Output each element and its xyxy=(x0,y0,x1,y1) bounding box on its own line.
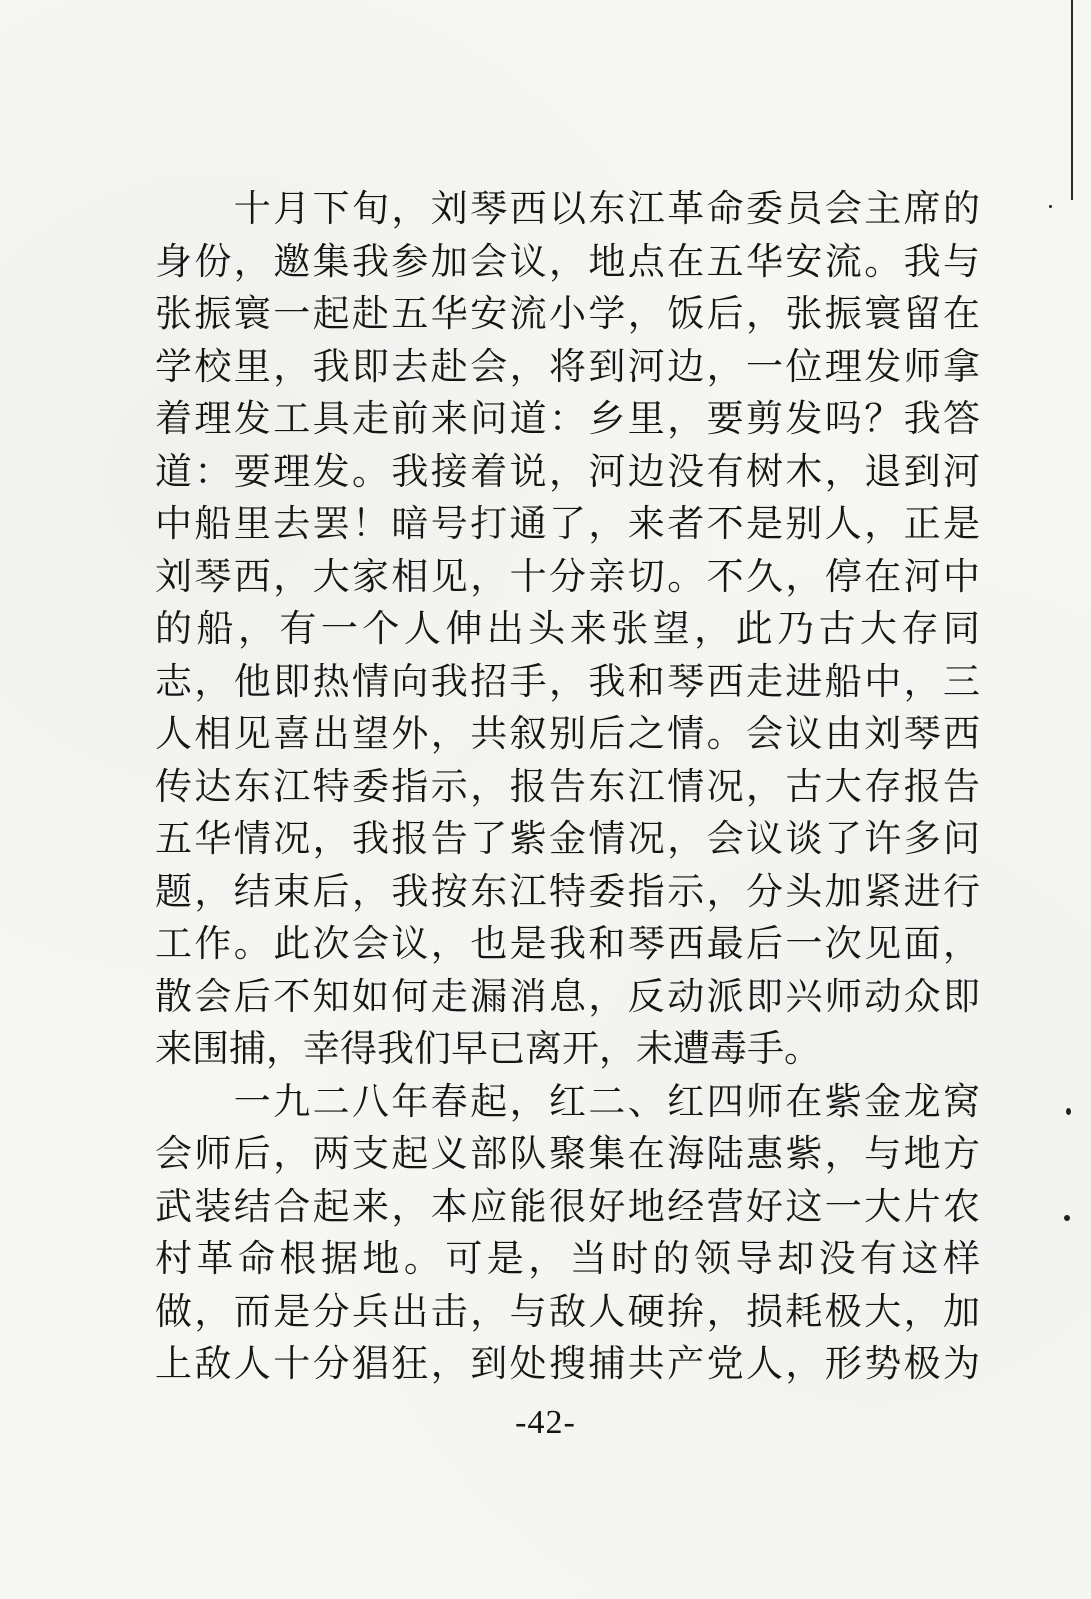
text-line: 道：要理发。我接着说，河边没有树木，退到河 xyxy=(155,449,980,493)
text-line: 刘琴西，大家相见，十分亲切。不久，停在河中 xyxy=(155,554,980,598)
text-line: 做，而是分兵出击，与敌人硬拚，损耗极大，加 xyxy=(155,1289,980,1333)
text-line: 武装结合起来，本应能很好地经营好这一大片农 xyxy=(155,1184,980,1228)
text-line: 会师后，两支起义部队聚集在海陆惠紫，与地方 xyxy=(155,1132,980,1175)
scan-speck xyxy=(1064,1215,1070,1221)
text-line: 的船，有一个人伸出头来张望，此乃古大存同 xyxy=(155,607,980,650)
text-line: 志，他即热情向我招手，我和琴西走进船中，三 xyxy=(155,659,980,703)
text-line: 村革命根据地。可是，当时的领导却没有这样 xyxy=(155,1237,980,1280)
text-line: 工作。此次会议，也是我和琴西最后一次见面， xyxy=(155,922,980,965)
text-line: 上敌人十分猖狂，到处搜捕共产党人，形势极为 xyxy=(155,1342,980,1385)
text-line: 着理发工具走前来问道：乡里，要剪发吗？我答 xyxy=(155,397,980,440)
body-text xyxy=(155,183,980,1391)
text-line: 来围捕，幸得我们早已离开，未遭毒手。 xyxy=(155,1027,821,1070)
text-line: 学校里，我即去赴会，将到河边，一位理发师拿 xyxy=(155,344,980,388)
text-line: 题，结束后，我按东江特委指示，分头加紧进行 xyxy=(155,869,980,913)
text-line: 五华情况，我报告了紫金情况，会议谈了许多问 xyxy=(155,817,980,860)
text-line: 人相见喜出望外，共叙别后之情。会议由刘琴西 xyxy=(155,712,980,755)
text-line: 中船里去罢！暗号打通了，来者不是别人，正是 xyxy=(155,502,980,545)
text-line: 身份，邀集我参加会议，地点在五华安流。我与 xyxy=(155,239,980,283)
scan-speck xyxy=(1049,205,1052,208)
text-line: 张振寰一起赴五华安流小学，饭后，张振寰留在 xyxy=(155,292,980,335)
text-line: 一九二八年春起，红二、红四师在紫金龙窝 xyxy=(155,1079,980,1123)
text-line: 散会后不知如何走漏消息，反动派即兴师动众即 xyxy=(155,974,980,1018)
text-line: 十月下旬，刘琴西以东江革命委员会主席的 xyxy=(155,187,980,230)
page-number: -42- xyxy=(515,1404,576,1441)
scan-edge-line xyxy=(1071,0,1073,200)
scan-speck xyxy=(1066,1108,1071,1115)
text-line: 传达东江特委指示，报告东江情况，古大存报告 xyxy=(155,764,980,808)
